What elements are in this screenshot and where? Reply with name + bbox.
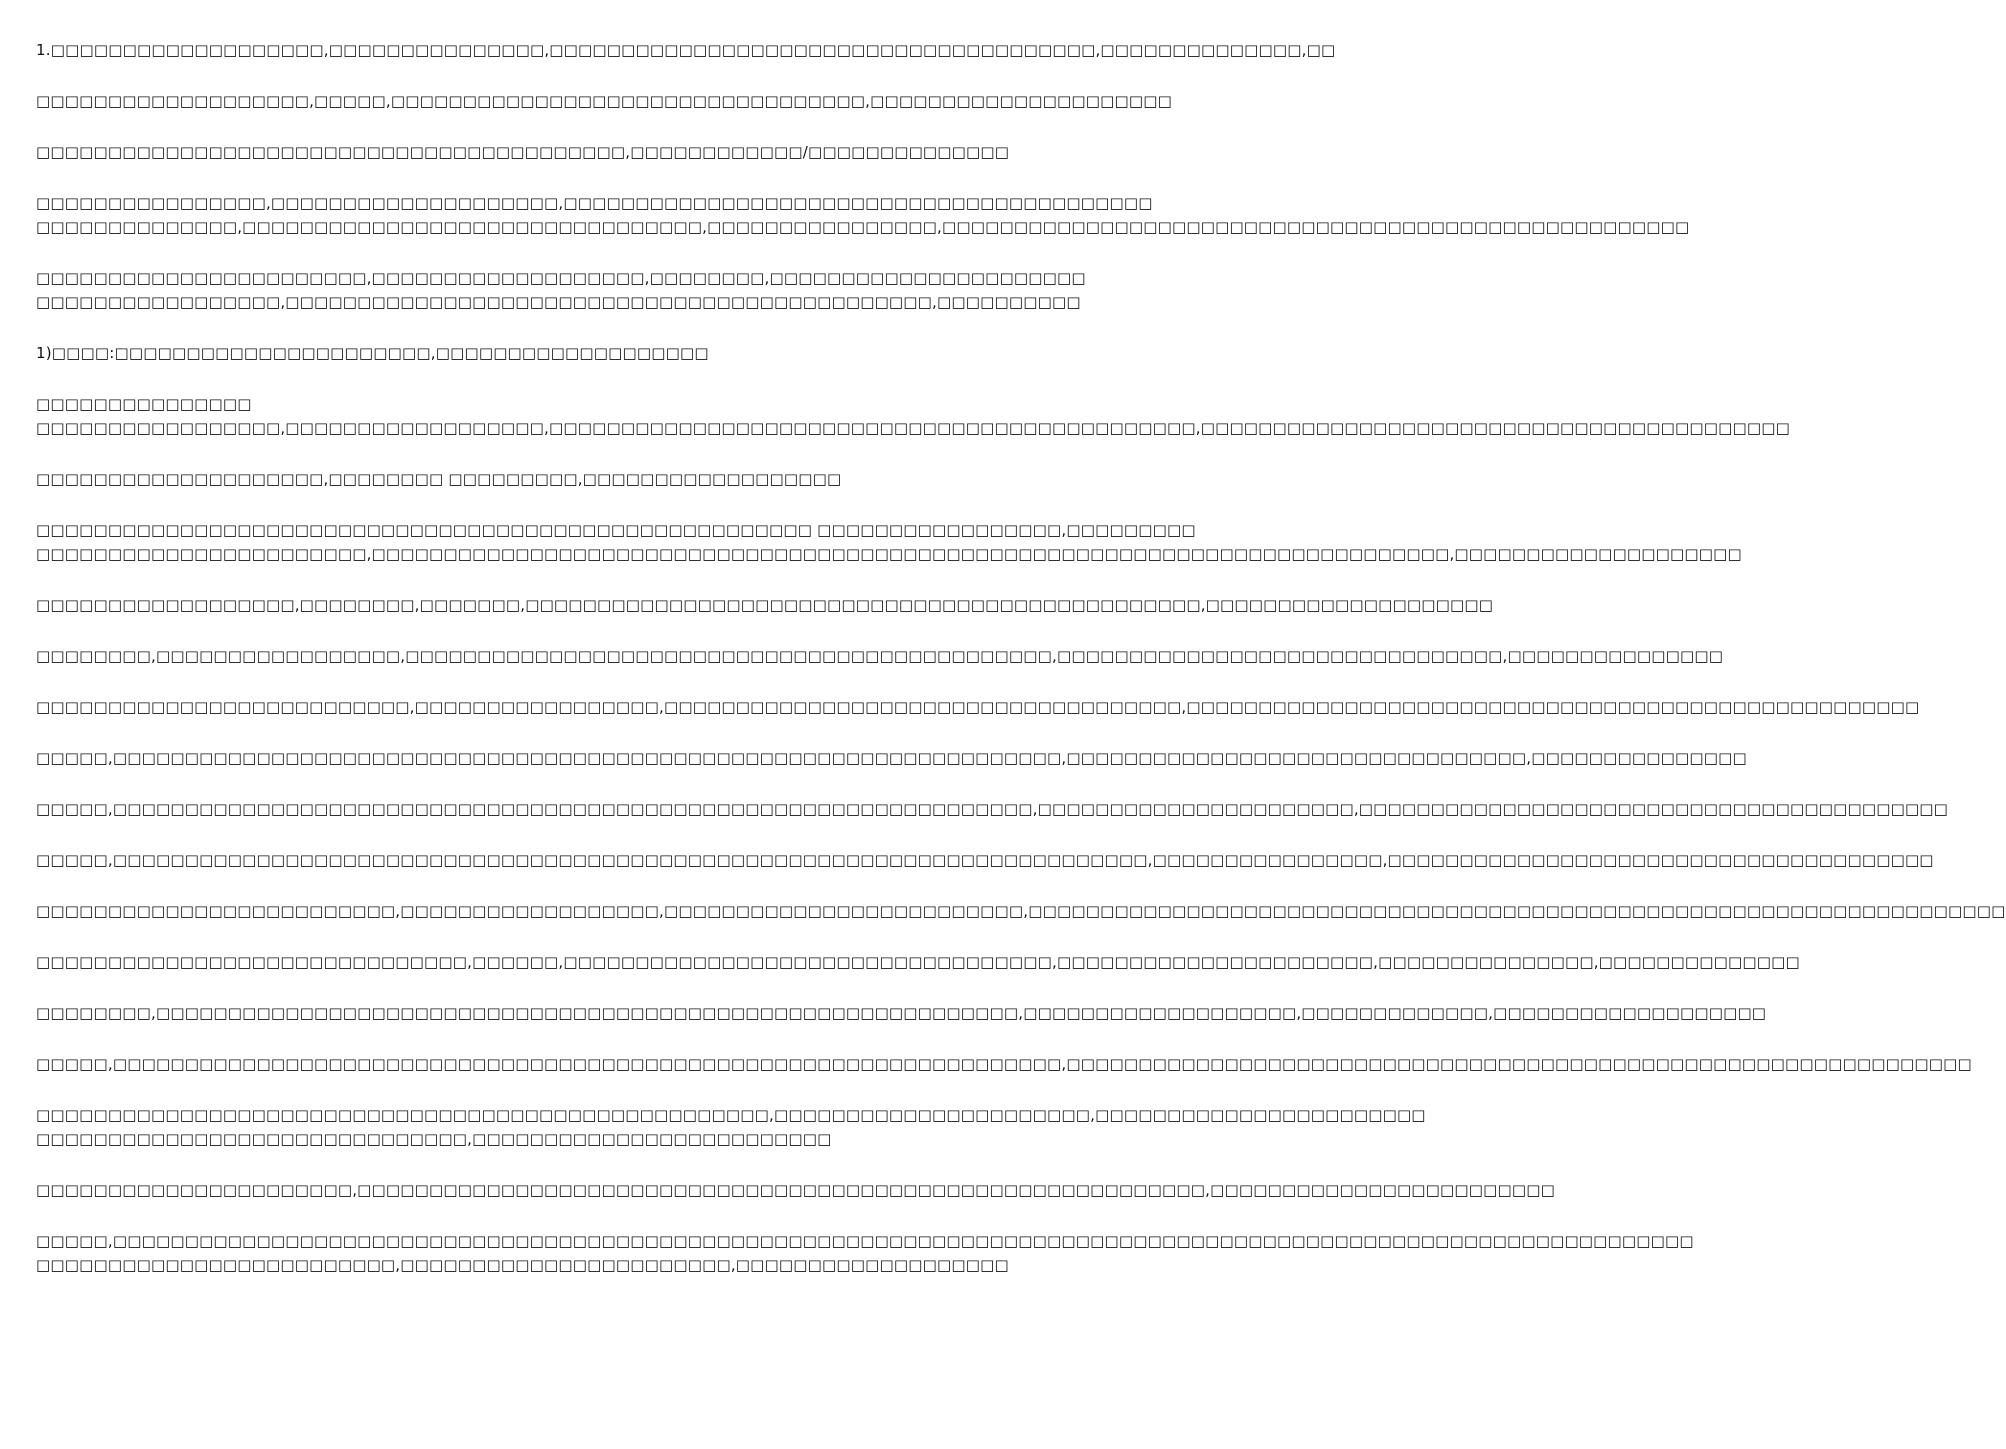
text-line: 1.□□□□□□□□□□□□□□□□□□□,□□□□□□□□□□□□□□□,□□□□□□□□□□□□□□□□□□□□□□□□□□□□□□□□□□□□□□,□□□□□□□□□□□□□□,□□	[36, 41, 1336, 59]
text-line: □□□□□,□□□□□□□□□□□□□□□□□□□□□□□□□□□□□□□□□□□□□□□□□□□□□□□□□□□□□□□□□□□□□□□□□□□□□□□□,□□□□□□□□□□□□□□□□,□□□□□□□□□□□□□□□□□□□□□□□□□□□□□□□□□□□□□□	[36, 851, 1934, 869]
text-line: □□□□□□□□□□□□□□□□□□□□□□□,□□□□□□□□□□□□□□□□□□□,□□□□□□□□,□□□□□□□□□□□□□□□□□□□□□□	[36, 269, 1086, 287]
text-line: □□□□□□□□□□□□□□□	[36, 395, 252, 413]
text-line: □□□□□□□□□□□□□□□□,□□□□□□□□□□□□□□□□□□□□,□□□□□□□□□□□□□□□□□□□□□□□□□□□□□□□□□□□□□□□□□	[36, 194, 1153, 212]
text-line: □□□□□□□□,□□□□□□□□□□□□□□□□□□□□□□□□□□□□□□□□□□□□□□□□□□□□□□□□□□□□□□□□□□□□,□□□□□□□□□□□□□□□□□□□,□□□□□□□□□□□□□,□□□□□□□□□□□□□□□□□□□	[36, 1004, 1767, 1022]
text-line: □□□□□□□□□□□□□□□□□□□□□□□□□□□□□□,□□□□□□,□□□□□□□□□□□□□□□□□□□□□□□□□□□□□□□□□□,□□□□□□□□□□□□□□□□□□□□□□,□□□□□□□□□□□□□□□,□□□□□□□□□□□□□□	[36, 953, 1800, 971]
paragraph	[36, 593, 1494, 617]
document-body	[36, 38, 2006, 1304]
text-line: □□□□□□□□□□□□□□□□□□,□□□□□□□□,□□□□□□□,□□□□□□□□□□□□□□□□□□□□□□□□□□□□□□□□□□□□□□□□□□□□□□□,□□□□□□□□□□□□□□□□□□□□	[36, 596, 1494, 614]
text-line: □□□□□□□□□□□□□□,□□□□□□□□□□□□□□□□□□□□□□□□□□□□□□□□,□□□□□□□□□□□□□□□□,□□□□□□□□□□□□□□□□□□□□□□□□□□□□□□□□□□□□□□□□□□□□□□□□□□□□	[36, 218, 1690, 236]
paragraph	[36, 1103, 1426, 1151]
paragraph	[36, 518, 1742, 566]
paragraph	[36, 392, 1790, 440]
text-line: □□□□□□□□□□□□□□□□□□□□□□□□□□□□□□□□□□□□□□□□□□□□□□□□□□□□□□ □□□□□□□□□□□□□□□□□,□□□□□□□□□	[36, 521, 1196, 539]
text-line: □□□□□,□□□□□□□□□□□□□□□□□□□□□□□□□□□□□□□□□□□□□□□□□□□□□□□□□□□□□□□□□□□□□□□□□□,□□□□□□□□□□□□□□□□□□□□□□□□□□□□□□□□,□□□□□□□□□□□□□□□	[36, 749, 1747, 767]
paragraph	[36, 341, 990, 365]
text-line: □□□□□□□□□□□□□□□□□□□□□□□□□□□□□□,□□□□□□□□□□□□□□□□□□□□□□□□□	[36, 1130, 832, 1148]
paragraph	[36, 848, 1934, 872]
text-line: □□□□□□□□□□□□□□□□□□□□□□□□□□□□□□□□□□□□□□□□□,□□□□□□□□□□□□/□□□□□□□□□□□□□□	[36, 143, 1010, 161]
paragraph	[36, 950, 1800, 974]
text-line: □□□□□□□□□□□□□□□□□,□□□□□□□□□□□□□□□□□□□□□□□□□□□□□□□□□□□□□□□□□□□□□,□□□□□□□□□□	[36, 293, 1081, 311]
paragraph	[36, 140, 1010, 164]
paragraph	[36, 1178, 1556, 1202]
paragraph	[36, 797, 1949, 821]
text-line: □□□□□□□□,□□□□□□□□□□□□□□□□□,□□□□□□□□□□□□□□□□□□□□□□□□□□□□□□□□□□□□□□□□□□□□□,□□□□□□□□□□□□□□□□□□□□□□□□□□□□□□□,□□□□□□□□□□□□□□□	[36, 647, 1724, 665]
text-line: □□□□□□□□□□□□□□□□□□□□□□,□□□□□□□□□□□□□□□□□□□□□□□□□□□□□□□□□□□□□□□□□□□□□□□□□□□□□□□□□□□,□□□□□□□□□□□□□□□□□□□□□□□□	[36, 1181, 1556, 1199]
text-line: □□□□□□□□□□□□□□□□□□□□,□□□□□□□□ □□□□□□□□□,□□□□□□□□□□□□□□□□□□	[36, 470, 842, 488]
text-line: □□□□□□□□□□□□□□□□□□□,□□□□□,□□□□□□□□□□□□□□□□□□□□□□□□□□□□□□□□□,□□□□□□□□□□□□□□□□□□□□□	[36, 92, 1172, 110]
text-line: □□□□□□□□□□□□□□□□□□□□□□□□□,□□□□□□□□□□□□□□□□□□,□□□□□□□□□□□□□□□□□□□□□□□□□,□□□□□□□□□□□□□□□□□□□□□□□□□□□□□□□□□□□□□□□□□□□□□□□□□□□□□□□□□□□□□□□□□□□□	[36, 902, 2006, 920]
paragraph	[36, 1052, 1972, 1076]
text-line: □□□□□□□□□□□□□□□□□□□□□□□□□□,□□□□□□□□□□□□□□□□□,□□□□□□□□□□□□□□□□□□□□□□□□□□□□□□□□□□□□,□□□□□□□□□□□□□□□□□□□□□□□□□□□□□□□□□□□□□□□□□□□□□□□□□□□	[36, 698, 1920, 716]
paragraph	[36, 191, 1690, 239]
paragraph	[36, 1229, 1694, 1277]
text-line: □□□□□□□□□□□□□□□□□□□□□□□,□□□□□□□□□□□□□□□□□□□□□□□□□□□□□□□□□□□□□□□□□□□□□□□□□□□□□□□□□□□□□□□□□□□□□□□□□□□,□□□□□□□□□□□□□□□□□□□□	[36, 545, 1742, 563]
paragraph	[36, 38, 1336, 62]
paragraph	[36, 467, 990, 491]
text-line: □□□□□□□□□□□□□□□□□□□□□□□□□□□□□□□□□□□□□□□□□□□□□□□□□□□,□□□□□□□□□□□□□□□□□□□□□□,□□□□□□□□□□□□□□□□□□□□□□□	[36, 1106, 1426, 1124]
text-line: □□□□□,□□□□□□□□□□□□□□□□□□□□□□□□□□□□□□□□□□□□□□□□□□□□□□□□□□□□□□□□□□□□□□□□,□□□□□□□□□□□□□□□□□□□□□□,□□□□□□□□□□□□□□□□□□□□□□□□□□□□□□□□□□□□□□□□□	[36, 800, 1949, 818]
paragraph	[36, 695, 1920, 719]
text-line: □□□□□,□□□□□□□□□□□□□□□□□□□□□□□□□□□□□□□□□□□□□□□□□□□□□□□□□□□□□□□□□□□□□□□□□□,□□□□□□□□□□□□□□□□□□□□□□□□□□□□□□□□□□□□□□□□□□□□□□□□□□□□□□□□□□□□□□□	[36, 1055, 1972, 1073]
paragraph	[36, 899, 2006, 923]
text-line: □□□□□□□□□□□□□□□□□□□□□□□□□,□□□□□□□□□□□□□□□□□□□□□□□,□□□□□□□□□□□□□□□□□□□	[36, 1256, 1009, 1274]
text-line: 1)□□□□:□□□□□□□□□□□□□□□□□□□□□□,□□□□□□□□□□□□□□□□□□□	[36, 344, 709, 362]
paragraph	[36, 266, 1086, 314]
paragraph	[36, 89, 1172, 113]
paragraph	[36, 644, 1724, 668]
text-line: □□□□□,□□□□□□□□□□□□□□□□□□□□□□□□□□□□□□□□□□□□□□□□□□□□□□□□□□□□□□□□□□□□□□□□□□□□□□□□□□□□□□□□□□□□□□□□□□□□□□□□□□□□□□□□□□□□□□	[36, 1232, 1694, 1250]
text-line: □□□□□□□□□□□□□□□□□,□□□□□□□□□□□□□□□□□□,□□□□□□□□□□□□□□□□□□□□□□□□□□□□□□□□□□□□□□□□□□□□□,□□□□□□□□□□□□□□□□□□□□□□□□□□□□□□□□□□□□□□□□□	[36, 419, 1790, 437]
paragraph	[36, 1001, 1767, 1025]
paragraph	[36, 746, 1747, 770]
